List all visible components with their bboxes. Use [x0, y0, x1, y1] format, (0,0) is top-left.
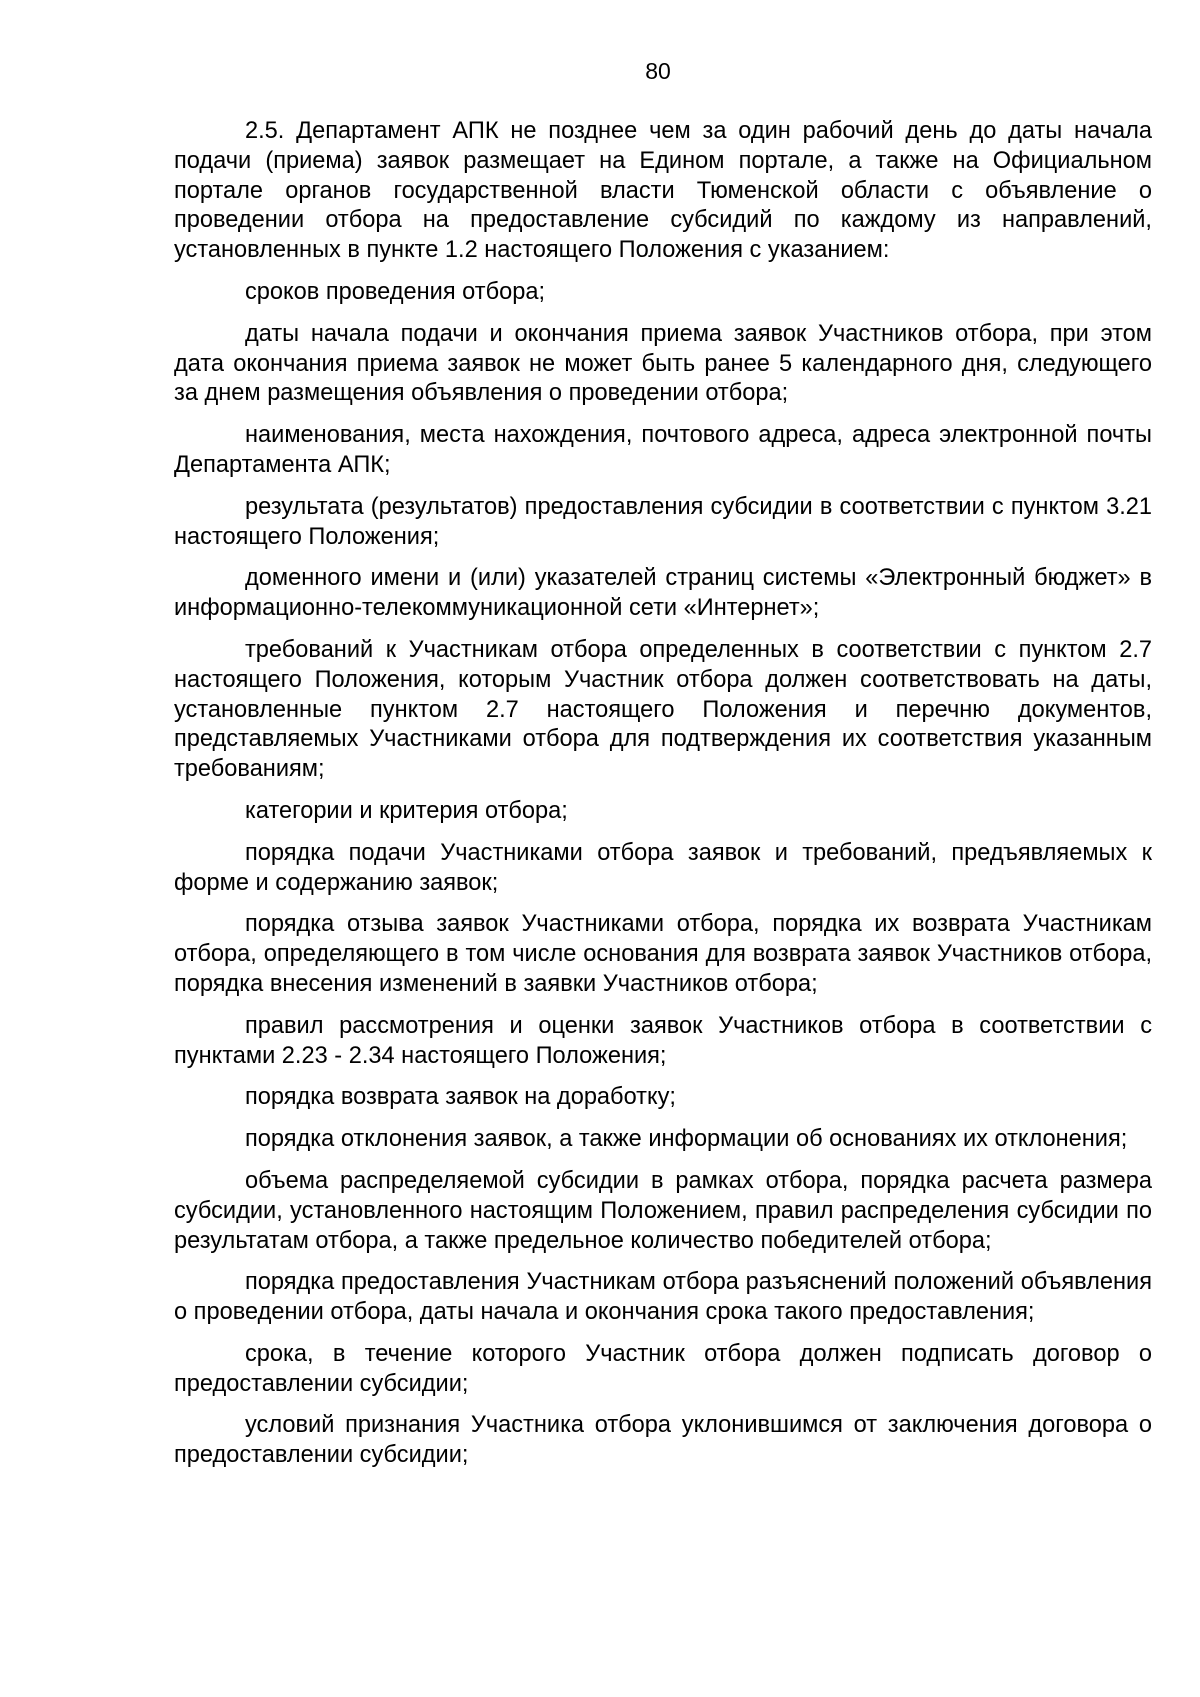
paragraph-2-5-intro: 2.5. Департамент АПК не позднее чем за один рабочий день до даты начала подачи (приема) заявок размещает на Едином портале, а также на Официальном портале органов государственной власти Тюменской области с объявление о проведении отбора на предоставление субсидий по каждому из направлений, установленных в пункте 1.2 настоящего Положения с указанием:: [174, 118, 1152, 264]
paragraph-return-for-revision: порядка возврата заявок на доработку;: [245, 1084, 676, 1111]
paragraph-application-withdrawal: порядка отзыва заявок Участниками отбора, порядка их возврата Участникам отбора, определяющего в том числе основания для возврата заявок Участников отбора, порядка внесения изменений в заявки Участников отбора;: [174, 911, 1152, 997]
paragraph-application-submission: порядка подачи Участниками отбора заявок и требований, предъявляемых к форме и содержанию заявок;: [174, 839, 1152, 896]
paragraph-selection-criteria: категории и критерия отбора;: [245, 797, 568, 824]
paragraph-evasion-conditions: условий признания Участника отбора уклонившимся от заключения договора о предоставлении субсидии;: [174, 1412, 1152, 1469]
paragraph-participant-requirements: требований к Участникам отбора определенных в соответствии с пунктом 2.7 настоящего Положения, которым Участник отбора должен соответствовать на даты, установленные пунктом 2.7 настоящего Положения и перечню документов, представляемых Участниками отбора для подтверждения их соответствия указанным требованиям;: [174, 636, 1152, 783]
page-number: 80: [645, 58, 671, 84]
paragraph-application-dates: даты начала подачи и окончания приема заявок Участников отбора, при этом дата окончания приема заявок не может быть ранее 5 календарного дня, следующего за днем размещения объявления о проведении отбора;: [174, 320, 1152, 407]
document-body: [174, 117, 1152, 1471]
paragraph-subsidy-volume: объема распределяемой субсидии в рамках отбора, порядка расчета размера субсидии, установленного настоящим Положением, правил распределения субсидии по результатам отбора, а также предельное количество победителей отбора;: [174, 1167, 1152, 1254]
paragraph-evaluation-rules: правил рассмотрения и оценки заявок Участников отбора в соответствии с пунктами 2.23 - 2.34 настоящего Положения;: [174, 1012, 1152, 1069]
paragraph-selection-deadlines: сроков проведения отбора;: [245, 278, 546, 305]
paragraph-domain-name: доменного имени и (или) указателей страниц системы «Электронный бюджет» в информационно-телекоммуникационной сети «Интернет»;: [174, 565, 1152, 622]
paragraph-department-contacts: наименования, места нахождения, почтового адреса, адреса электронной почты Департамента АПК;: [174, 422, 1152, 478]
paragraph-contract-signing-deadline: срока, в течение которого Участник отбора должен подписать договор о предоставлении субсидии;: [174, 1340, 1152, 1397]
paragraph-subsidy-results: результата (результатов) предоставления субсидии в соответствии с пунктом 3.21 настоящего Положения;: [174, 493, 1152, 550]
paragraph-clarifications: порядка предоставления Участникам отбора разъяснений положений объявления о проведении отбора, даты начала и окончания срока такого предоставления;: [174, 1269, 1152, 1326]
paragraph-rejection-procedure: порядка отклонения заявок, а также информации об основаниях их отклонения;: [245, 1126, 1128, 1153]
